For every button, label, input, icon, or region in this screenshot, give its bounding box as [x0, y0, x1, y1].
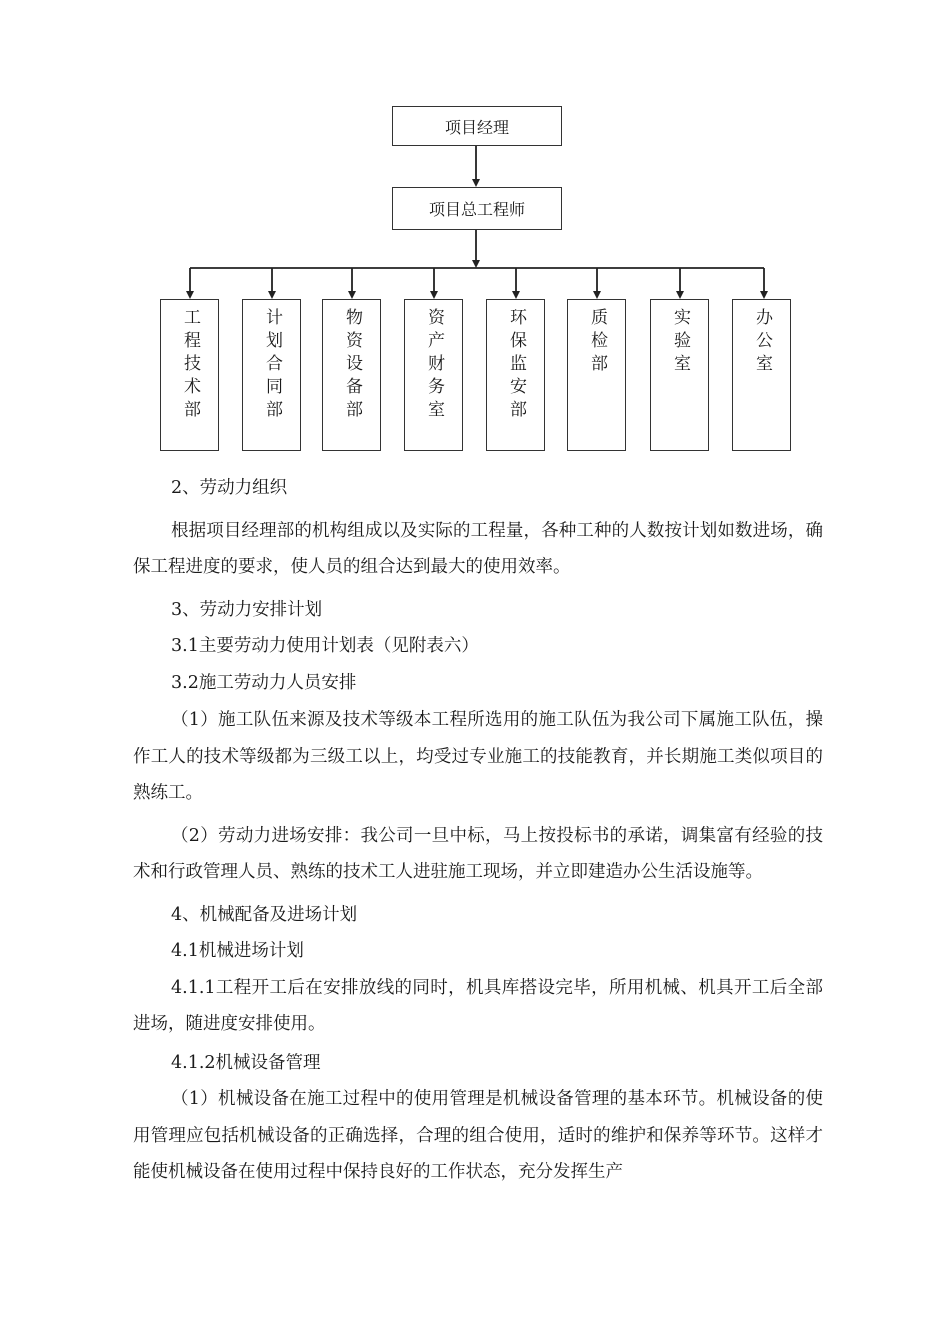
chief-engineer-label: 项目总工程师: [428, 200, 525, 219]
heading-labor-usage-table: 3.1主要劳动力使用计划表（见附表六）: [171, 636, 479, 656]
dept-engineering: 工程技术部: [160, 299, 219, 451]
paragraph-team-source: （1）施工队伍来源及技术等级本工程所选用的施工队伍为我公司下属施工队伍，操作工人的技术等级都为三级工以上，均受过专业施工的技能教育，并长期施工类似项目的熟练工。: [133, 710, 823, 803]
heading-labor-staffing: 3.2施工劳动力人员安排: [171, 672, 357, 693]
chief-engineer-box: [392, 187, 562, 230]
heading-labor-organization: 2、劳动力组织: [171, 478, 288, 498]
dept-planning-contract: 计划合同部: [242, 299, 301, 451]
dept-laboratory: 实验室: [650, 299, 709, 451]
org-chart-connectors: [0, 0, 950, 460]
paragraph-machinery-entry: 4.1.1工程开工后在安排放线的同时，机具库搭设完毕，所用机械、机具开工后全部进场，随进度安排使用。: [133, 977, 823, 1034]
dept-materials-equipment: 物资设备部: [322, 299, 381, 451]
heading-labor-plan: 3、劳动力安排计划: [171, 599, 323, 620]
heading-machinery-entry: 4.1机械进场计划: [171, 941, 304, 961]
paragraph-labor-entry: （2）劳动力进场安排：我公司一旦中标，马上按投标书的承诺，调集富有经验的技术和行政管理人员、熟练的技术工人进驻施工现场，并立即建造办公生活设施等。: [133, 825, 823, 882]
dept-quality-inspection: 质检部: [567, 299, 626, 451]
project-manager-box: [392, 106, 562, 146]
document-body: [133, 470, 823, 1191]
dept-office: 办公室: [732, 299, 791, 451]
dept-finance: 资产财务室: [404, 299, 463, 451]
heading-machinery: 4、机械配备及进场计划: [171, 904, 358, 925]
paragraph-labor-organization: 根据项目经理部的机构组成以及实际的工程量，各种工种的人数按计划如数进场，确保工程进度的要求，使人员的组合达到最大的使用效率。: [133, 520, 823, 577]
project-manager-label: 项目经理: [444, 117, 509, 137]
org-chart: [0, 0, 950, 460]
paragraph-equipment-management: （1）机械设备在施工过程中的使用管理是机械设备管理的基本环节。机械设备的使用管理应包括机械设备的正确选择，合理的组合使用，适时的维护和保养等环节。这样才能使机械设备在使用过程中保持良好的工作状态，充分发挥生产: [133, 1089, 823, 1182]
heading-equipment-management: 4.1.2机械设备管理: [171, 1052, 321, 1073]
dept-environment-safety: 环保监安部: [486, 299, 545, 451]
